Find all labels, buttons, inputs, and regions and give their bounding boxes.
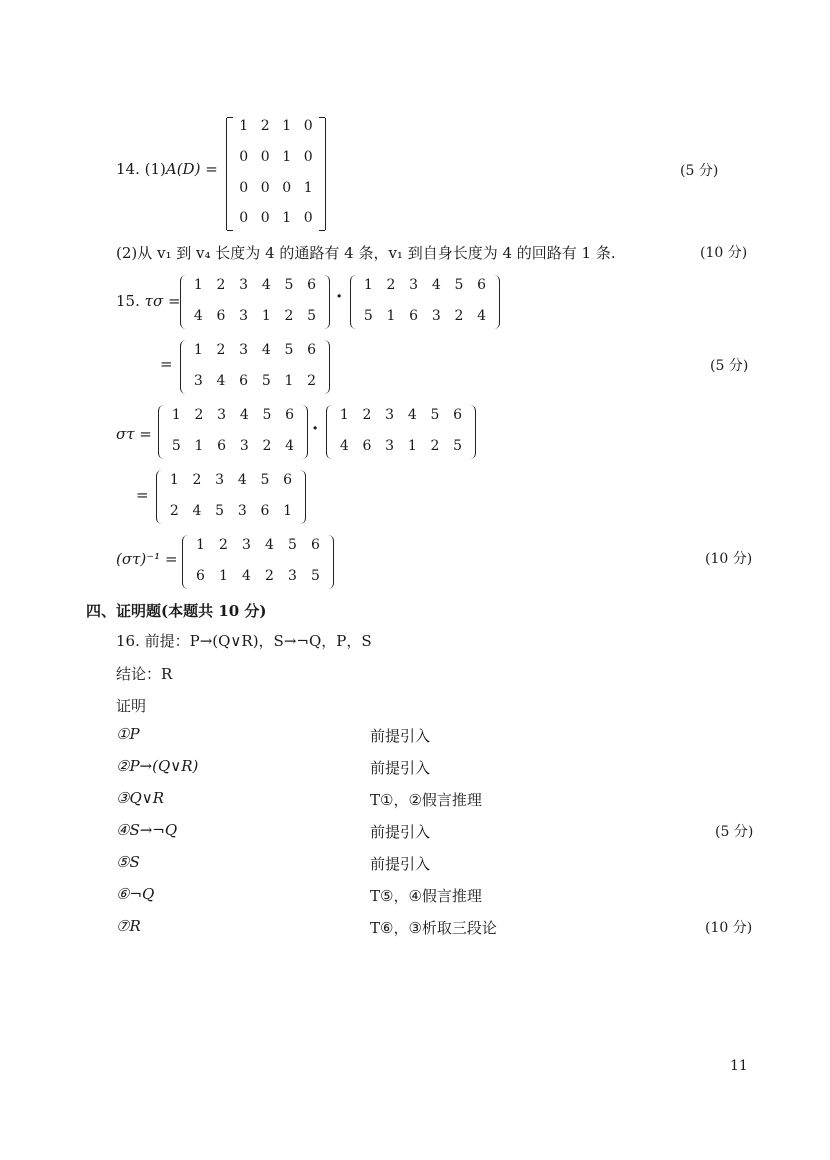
equals-sign: = <box>160 355 173 373</box>
inverse-label: (στ)⁻¹ = <box>116 550 178 568</box>
matrix-row: 0 0 0 1 <box>239 180 313 196</box>
sigma-tau-label: στ = <box>116 425 152 443</box>
step-formula: ③Q∨R <box>116 789 165 807</box>
step-formula: ④S→¬Q <box>116 821 178 839</box>
step-formula: ⑤S <box>116 853 140 871</box>
perm-result-tau-sigma: 1 2 3 4 5 6 3 4 6 5 1 2 <box>180 340 330 394</box>
perm-tau-2: 1 2 3 4 5 6 4 6 3 1 2 5 <box>326 405 476 459</box>
step-reason: 前提引入 <box>370 823 431 841</box>
step-formula: ①P <box>116 725 140 743</box>
matrix-row: 1 2 1 0 <box>239 118 313 134</box>
q15-score-2: (10 分) <box>705 551 753 567</box>
compose-dot: · <box>336 286 343 307</box>
step-reason: 前提引入 <box>370 759 431 777</box>
perm-result-sigma-tau: 1 2 3 4 5 6 2 4 5 3 6 1 <box>156 470 306 524</box>
step-reason: T⑤，④假言推理 <box>370 887 482 905</box>
page-number: 11 <box>730 1058 748 1074</box>
step-reason: T⑥，③析取三段论 <box>370 919 497 937</box>
step-formula: ⑦R <box>116 917 141 935</box>
perm-sigma: 1 2 3 4 5 6 5 1 6 3 2 4 <box>350 275 500 329</box>
equals-sign: = <box>136 486 149 504</box>
compose-dot: · <box>312 418 319 439</box>
step-reason: 前提引入 <box>370 727 431 745</box>
conclusion: 结论：R <box>116 665 173 683</box>
matrix-row: 0 0 1 0 <box>239 210 313 226</box>
premise: 16. 前提：P→(Q∨R)，S→¬Q，P，S <box>116 632 372 650</box>
q14-label: 14. (1)A(D) = <box>116 160 218 178</box>
q14-part2: (2)从 v₁ 到 v₄ 长度为 4 的通路有 4 条，v₁ 到自身长度为 4 的回路有 1 条. <box>116 244 616 262</box>
q14-adjacency-matrix <box>226 118 326 230</box>
q15-label: 15. τσ = <box>116 292 181 310</box>
matrix-row: 0 0 1 0 <box>239 149 313 165</box>
step-formula: ②P→(Q∨R) <box>116 757 199 775</box>
perm-tau: 1 2 3 4 5 6 4 6 3 1 2 5 <box>180 275 330 329</box>
proof-label: 证明 <box>116 697 147 715</box>
step-formula: ⑥¬Q <box>116 885 155 903</box>
q15-score-1: (5 分) <box>710 358 749 374</box>
perm-sigma-2: 1 2 3 4 5 6 5 1 6 3 2 4 <box>158 405 308 459</box>
q14-score-2: (10 分) <box>700 245 748 261</box>
step-score: (10 分) <box>705 920 753 936</box>
step-reason: 前提引入 <box>370 855 431 873</box>
step-reason: T①，②假言推理 <box>370 791 482 809</box>
q14-score-1: (5 分) <box>680 163 719 179</box>
perm-inverse: 1 2 3 4 5 6 6 1 4 2 3 5 <box>182 535 334 589</box>
section-heading: 四、证明题(本题共 10 分) <box>86 602 267 620</box>
step-score: (5 分) <box>715 824 754 840</box>
